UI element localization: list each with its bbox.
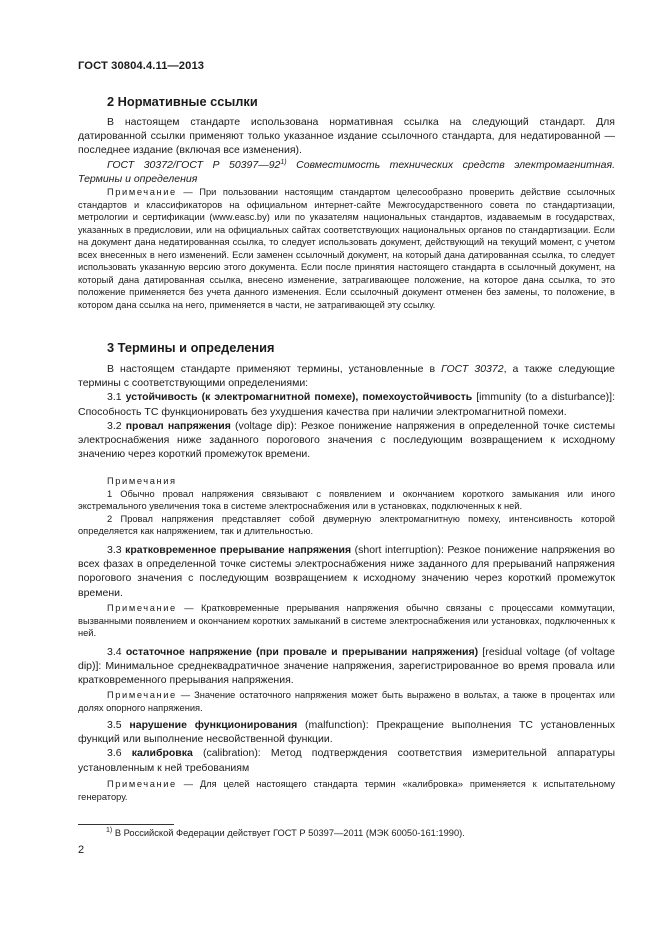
- term-3-6: 3.6 калибровка (calibration): Метод подтверждения соответствия измерительной аппаратуры установленным к ней требованиям: [78, 747, 615, 774]
- note-3-2-2: 2 Провал напряжения представляет собой двумерную электромагнитную помеху, интенсивность которой определяется как напряжением, так и длительностью.: [78, 513, 615, 536]
- term-3-6-note: Примечание — Для целей настоящего стандарта термин «калибровка» применяется к испытательному генератору.: [78, 779, 615, 802]
- section-3-block-a: [78, 362, 615, 461]
- note-text: — При пользовании настоящим стандартом целесообразно проверить действие ссылочных стандартов и классификаторов на официальном интернет-сайте Межгосударственного совета по стандартизации, метрологии и сертификации (www.easc.by) или по указателям национальных стандартов, издаваемым в государствах, указанных в предисловии, или на официальных сайтах соответствующих национальных органов по стандартизации. Если на документ дана недатированная ссылка, то следует использовать документ, действующий на текущий момент, с учетом всех внесенных в него изменений. Если заменен ссылочный документ, на который дана датированная ссылка, то следует использовать указанную версию этого документа. Если после принятия настоящего стандарта в ссылочный документ, на который дана датированная ссылка, внесено изменение, затрагивающее положение, на которое дана ссылка, то это положение применяется без учета данного изменения. Если ссылочный документ отменен без замены, то положение, в котором дана ссылка на него, применяется в части, не затрагивающей эту ссылку.: [78, 187, 615, 310]
- footnote-mark: 1): [106, 827, 113, 834]
- page-number: 2: [78, 844, 85, 856]
- term-3-4-block: [78, 645, 615, 688]
- standard-code-header: ГОСТ 30804.4.11—2013: [78, 60, 205, 72]
- term-3-1: 3.1 устойчивость (к электромагнитной помехе), помехоустойчивость [immunity (to a disturbance)]: Способность ТС функционировать без ухудшения качества при наличии электромагнитной помехи.: [78, 391, 616, 418]
- normative-reference: [78, 158, 615, 186]
- reference-title: Совместимость технических средств электромагнитная. Термины и определения: [78, 158, 615, 185]
- term-3-4-note: Примечание — Значение остаточного напряжения может быть выражено в вольтах, а также в процентах или долях опорного напряжения.: [78, 690, 615, 713]
- note-label: Примечание: [107, 187, 177, 197]
- term-3-3-name: кратковременное прерывание напряжения: [125, 544, 352, 556]
- intro-reference: ГОСТ 30372: [441, 363, 504, 375]
- note-3-2-1: 1 Обычно провал напряжения связывают с появлением и окончанием короткого замыкания или иного экстремального увеличения тока в системе электроснабжения или в установках, подключенных к ней.: [78, 488, 615, 511]
- footnote-ref-mark: 1): [280, 158, 287, 166]
- term-3-3: 3.3 кратковременное прерывание напряжения (short interruption): Резкое понижение напряжения во всех фазах в определенной точке системы электроснабжения ниже заданного для прерываний напряжения порогового значения с последующим возвращением к исходному значению через короткий промежуток времени.: [78, 544, 616, 599]
- section-2-note: [78, 186, 615, 311]
- section-3-heading: 3 Термины и определения: [107, 340, 275, 355]
- term-3-5-3-6-block: [78, 718, 615, 775]
- term-3-5-name: нарушение функционирования: [129, 719, 298, 731]
- term-3-2-notes: [78, 475, 615, 538]
- reference-standard: ГОСТ 30372/ГОСТ Р 50397—92: [107, 158, 281, 171]
- term-3-2-name: провал напряжения: [125, 419, 231, 432]
- term-3-6-name: калибровка: [131, 747, 193, 760]
- term-3-4-name: остаточное напряжение (при провале и прерывании напряжения): [125, 646, 479, 658]
- footnote-text: В Российской Федерации действует ГОСТ Р 50397—2011 (МЭК 60050-161:1990).: [112, 828, 465, 838]
- term-3-1-name: устойчивость (к электромагнитной помехе), помехоустойчивость: [125, 391, 473, 404]
- term-3-3-note: Примечание — Кратковременные прерывания напряжения обычно связаны с процессами коммутации, вызванными появлением и окончанием коротких замыканий в системе электроснабжения или установках, подключенных к ней.: [78, 603, 615, 638]
- term-3-5: 3.5 нарушение функционирования (malfunction): Прекращение выполнения ТС установленных функций или выполнение несвойственной функции.: [78, 719, 615, 746]
- notes-label: Примечания: [107, 476, 177, 486]
- footnote: [106, 828, 465, 838]
- footnote-divider: [78, 824, 174, 825]
- section-2-intro: В настоящем стандарте использована нормативная ссылка на следующий стандарт. Для датированной ссылки применяют только указанное издание ссылочного стандарта, для недатированной — последнее издание (включая все изменения).: [78, 116, 615, 157]
- section-2-body: [78, 115, 615, 186]
- section-2-heading: 2 Нормативные ссылки: [107, 94, 258, 109]
- term-3-2: 3.2 провал напряжения (voltage dip): Резкое понижение напряжения в определенной точке системы электроснабжения ниже заданного порогового значения с последующим возвращением к исходному значению через короткий промежуток времени.: [78, 419, 615, 461]
- term-3-3-block: [78, 543, 615, 600]
- section-3-intro: В настоящем стандарте применяют термины, установленные в ГОСТ 30372, а также следующие термины с соответствующими определениями:: [78, 363, 615, 390]
- term-3-4: 3.4 остаточное напряжение (при провале и прерывании напряжения) [residual voltage (of voltage dip)]: Минимальное среднеквадратичное значение напряжения, зарегистрированное во время провала или кратковременного прерывания напряжения.: [78, 646, 616, 687]
